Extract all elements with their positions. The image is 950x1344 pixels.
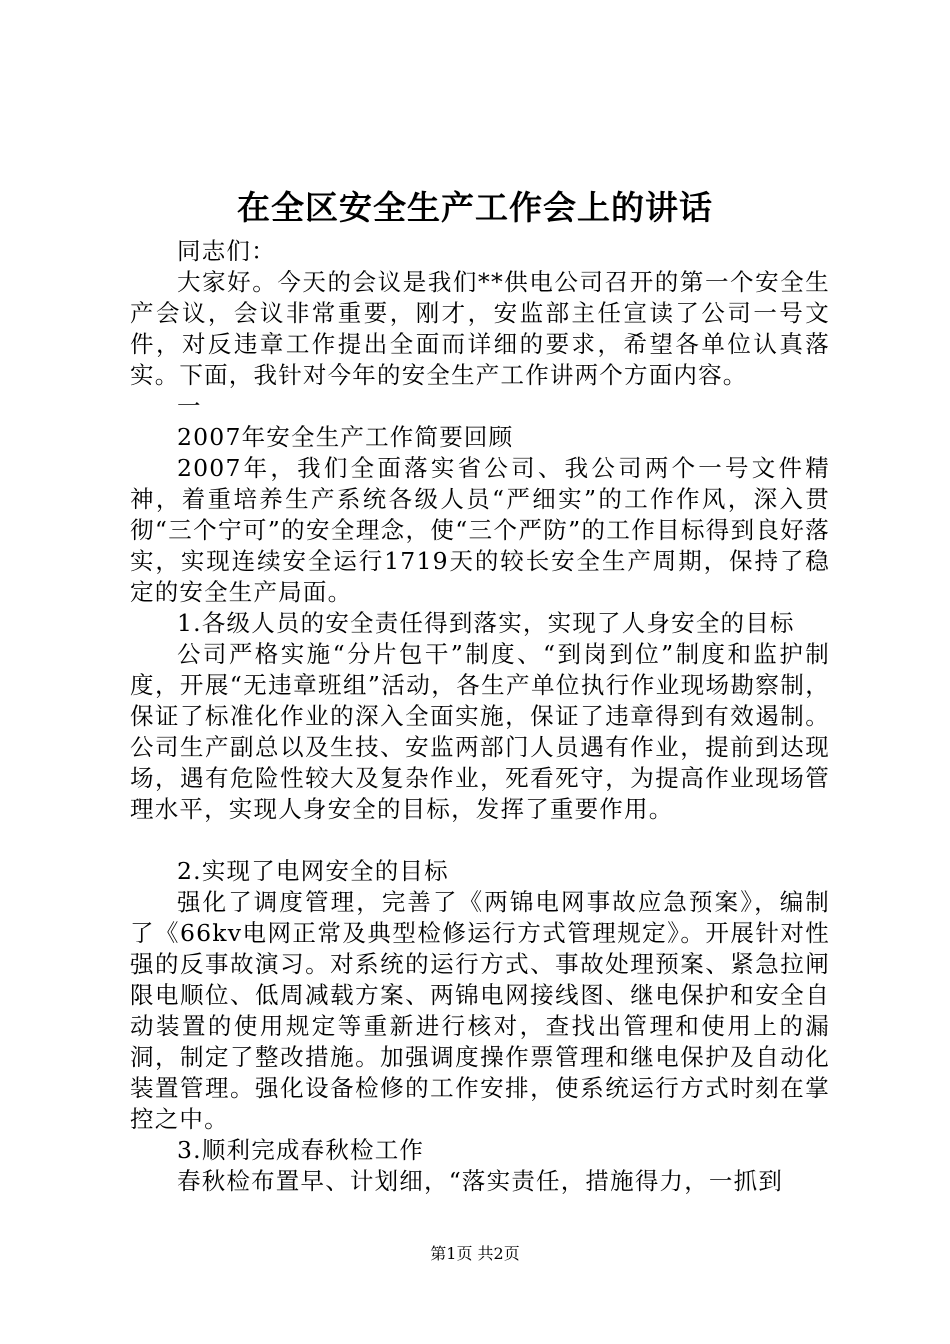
subheading-3: 3.顺利完成春秋检工作: [177, 1136, 425, 1164]
section-number: 一: [177, 392, 202, 420]
salutation: 同志们：: [177, 237, 276, 265]
subheading-1: 1.各级人员的安全责任得到落实，实现了人身安全的目标: [177, 609, 795, 637]
subheading-2: 2.实现了电网安全的目标: [177, 857, 449, 885]
paragraph-personal-safety: 公司严格实施“分片包干”制度、“到岗到位”制度和监护制度，开展“无违章班组”活动，各生产单位执行作业现场勘察制，保证了标准化作业的深入全面实施，保证了违章得到有效遏制。公司生产副总以及生技、安监两部门人员遇有作业，提前到达现场，遇有危险性较大及复杂作业，死看死守，为提高作业现场管理水平，实现人身安全的目标，发挥了重要作用。: [130, 640, 830, 823]
page-number-footer: 第1页 共2页: [430, 1244, 520, 1263]
paragraph-inspection: 春秋检布置早、计划细，“落实责任，措施得力，一抓到: [177, 1167, 784, 1195]
document-body: [130, 236, 830, 1197]
paragraph-grid-safety: 强化了调度管理，完善了《两锦电网事故应急预案》，编制了《66kv电网正常及典型检修运行方式管理规定》。开展针对性强的反事故演习。对系统的运行方式、事故处理预案、紧急拉闸限电顺位、低周减载方案、两锦电网接线图、继电保护和安全自动装置的使用规定等重新进行核对，查找出管理和使用上的漏洞，制定了整改措施。加强调度操作票管理和继电保护及自动化装置管理。强化设备检修的工作安排，使系统运行方式时刻在掌控之中。: [130, 888, 830, 1133]
section-heading: 2007年安全生产工作简要回顾: [177, 423, 514, 451]
paragraph-intro: 大家好。今天的会议是我们**供电公司召开的第一个安全生产会议，会议非常重要，刚才，安监部主任宣读了公司一号文件，对反违章工作提出全面而详细的要求，希望各单位认真落实。下面，我针对今年的安全生产工作讲两个方面内容。: [130, 268, 830, 389]
paragraph-review: 2007年，我们全面落实省公司、我公司两个一号文件精神，着重培养生产系统各级人员“严细实”的工作作风，深入贯彻“三个宁可”的安全理念，使“三个严防”的工作目标得到良好落实，实现连续安全运行1719天的较长安全生产周期，保持了稳定的安全生产局面。: [130, 454, 830, 606]
document-title: 在全区安全生产工作会上的讲话: [237, 188, 713, 227]
